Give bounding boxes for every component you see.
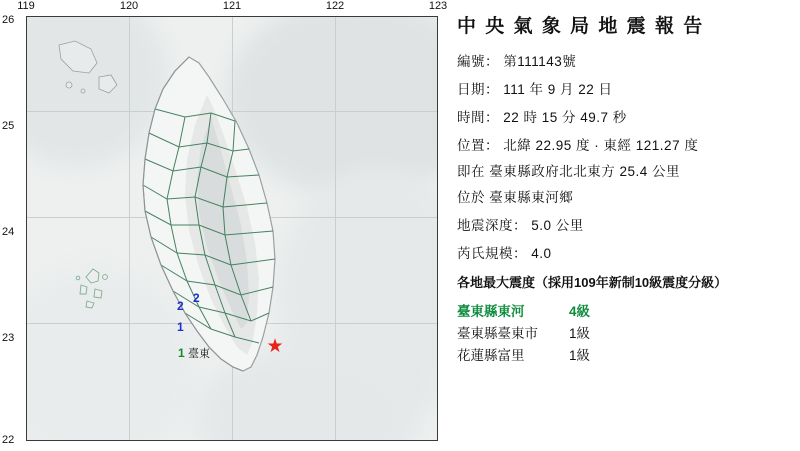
longitude-tick: 122 — [325, 0, 345, 12]
intensity-heading: 各地最大震度（採用109年新制10級震度分級） — [457, 275, 728, 290]
longitude-tick: 120 — [119, 0, 139, 12]
intensity-row — [457, 300, 590, 320]
penghu-islands — [71, 263, 131, 323]
longitude-tick: 123 — [428, 0, 448, 12]
intensity-marker: 2 — [177, 299, 184, 313]
intensity-marker: 2 — [193, 291, 200, 305]
place-label-taitung: 臺東 — [188, 348, 210, 360]
intensity-level: 4級 — [569, 304, 591, 319]
grid-line-vertical — [335, 17, 336, 440]
latitude-tick: 24 — [2, 226, 15, 238]
intensity-area: 臺東縣東河 — [457, 304, 525, 319]
report-line-district: 位於 臺東縣東河鄉 — [457, 190, 574, 205]
report-panel — [452, 0, 800, 451]
intensity-marker: 1 — [177, 320, 184, 334]
epicenter-star-icon: ★ — [266, 336, 284, 357]
report-line-magnitude: 芮氏規模： 4.0 — [457, 246, 552, 261]
report-line-location: 位置： 北緯 22.95 度 · 東經 121.27 度 — [457, 138, 699, 153]
report-line-distance: 即在 臺東縣政府北北東方 25.4 公里 — [457, 164, 681, 179]
report-line-depth: 地震深度： 5.0 公里 — [457, 218, 584, 233]
latitude-tick: 26 — [2, 14, 15, 26]
latitude-axis — [0, 16, 26, 451]
latitude-tick: 22 — [2, 434, 15, 446]
offshore-islands — [53, 39, 133, 129]
intensity-level: 1級 — [569, 326, 591, 341]
intensity-row — [457, 322, 590, 342]
longitude-tick: 121 — [222, 0, 242, 12]
map-canvas[interactable] — [26, 16, 438, 441]
intensity-row — [457, 344, 590, 364]
latitude-tick: 25 — [2, 120, 15, 132]
intensity-level: 1級 — [569, 348, 591, 363]
intensity-area: 花蓮縣富里 — [457, 348, 525, 363]
longitude-axis — [17, 0, 448, 16]
report-line-id: 編號： 第111143號 — [457, 54, 577, 69]
report-line-time: 時間： 22 時 15 分 49.7 秒 — [457, 110, 627, 125]
report-title: 中 央 氣 象 局 地 震 報 告 — [457, 16, 705, 37]
intensity-area: 臺東縣臺東市 — [457, 326, 538, 341]
taiwan-landmass — [115, 55, 315, 403]
intensity-marker: 1 — [178, 346, 185, 360]
longitude-tick: 119 — [17, 0, 35, 12]
latitude-tick: 23 — [2, 332, 15, 344]
report-line-date: 日期： 111 年 9 月 22 日 — [457, 82, 613, 97]
